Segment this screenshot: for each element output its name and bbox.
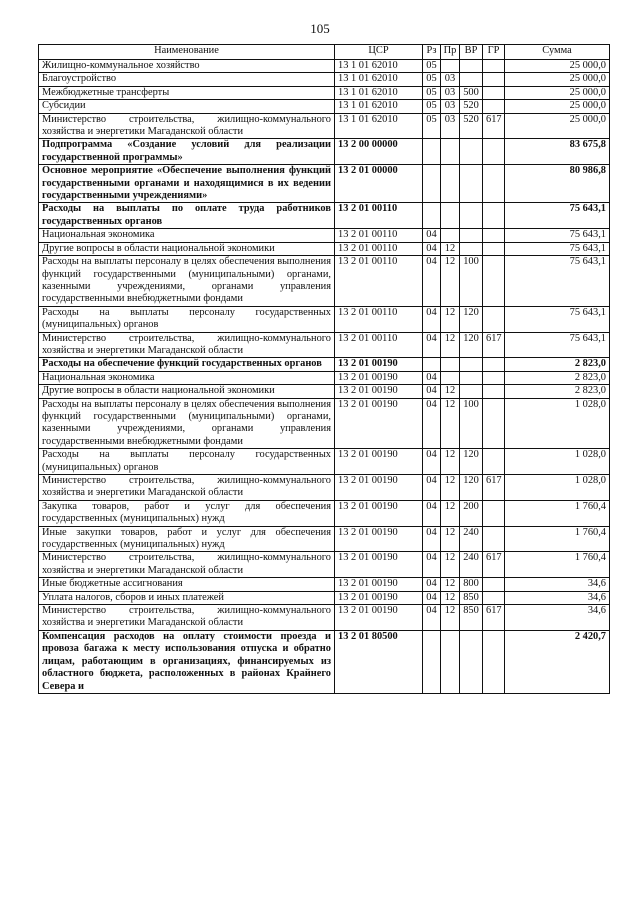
row-csr-cell: 13 2 01 00110 <box>335 229 423 242</box>
row-sum-cell: 75 643,1 <box>505 332 610 358</box>
row-name-cell: Национальная экономика <box>39 229 335 242</box>
row-name-cell: Иные закупки товаров, работ и услуг для обеспечения государственных (муниципальных) нужд <box>39 526 335 552</box>
row-sum-cell: 75 643,1 <box>505 306 610 332</box>
row-rz-cell: 05 <box>423 86 441 99</box>
header-rz: Рз <box>423 45 441 60</box>
table-row <box>39 526 610 552</box>
row-sum-cell: 1 028,0 <box>505 398 610 449</box>
table-row <box>39 371 610 384</box>
row-vr-cell <box>460 242 483 255</box>
row-sum-cell: 2 823,0 <box>505 385 610 398</box>
row-vr-cell <box>460 358 483 371</box>
row-rz-cell: 05 <box>423 73 441 86</box>
row-rz-cell: 04 <box>423 306 441 332</box>
row-sum-cell: 25 000,0 <box>505 73 610 86</box>
row-rz-cell: 04 <box>423 500 441 526</box>
table-row <box>39 165 610 203</box>
row-name-cell: Жилищно-коммунальное хозяйство <box>39 60 335 73</box>
table-row <box>39 229 610 242</box>
row-vr-cell: 520 <box>460 100 483 113</box>
row-gr-cell <box>483 165 505 203</box>
row-csr-cell: 13 2 00 00000 <box>335 139 423 165</box>
table-row <box>39 630 610 693</box>
table-row <box>39 591 610 604</box>
row-gr-cell <box>483 229 505 242</box>
table-row <box>39 500 610 526</box>
row-rz-cell <box>423 358 441 371</box>
row-sum-cell: 75 643,1 <box>505 256 610 307</box>
row-gr-cell <box>483 203 505 229</box>
row-pr-cell: 12 <box>441 578 460 591</box>
row-name-cell: Расходы на выплаты персоналу в целях обеспечения выполнения функций государственными (муниципальными) органами, казенными учреждениями, органами управления государственными внебюджетными фондами <box>39 398 335 449</box>
row-vr-cell: 850 <box>460 591 483 604</box>
row-rz-cell: 05 <box>423 100 441 113</box>
row-pr-cell <box>441 60 460 73</box>
row-rz-cell: 04 <box>423 229 441 242</box>
row-name-cell: Благоустройство <box>39 73 335 86</box>
row-sum-cell: 25 000,0 <box>505 86 610 99</box>
row-sum-cell: 25 000,0 <box>505 60 610 73</box>
row-vr-cell <box>460 60 483 73</box>
row-sum-cell: 2 823,0 <box>505 358 610 371</box>
row-name-cell: Компенсация расходов на оплату стоимости проезда и провоза багажа к месту использования отпуска и обратно лицам, работающим в организациях, финансируемых из областного бюджета, расположенных в районах Крайнего Севера и <box>39 630 335 693</box>
row-csr-cell: 13 2 01 00190 <box>335 371 423 384</box>
table-row <box>39 242 610 255</box>
row-vr-cell: 200 <box>460 500 483 526</box>
row-csr-cell: 13 2 01 00110 <box>335 256 423 307</box>
table-row <box>39 139 610 165</box>
row-gr-cell <box>483 371 505 384</box>
row-name-cell: Закупка товаров, работ и услуг для обеспечения государственных (муниципальных) нужд <box>39 500 335 526</box>
table-row <box>39 578 610 591</box>
table-row <box>39 449 610 475</box>
row-gr-cell <box>483 449 505 475</box>
row-pr-cell: 12 <box>441 256 460 307</box>
table-row <box>39 86 610 99</box>
table-row <box>39 552 610 578</box>
row-gr-cell <box>483 578 505 591</box>
row-sum-cell: 1 028,0 <box>505 475 610 501</box>
table-row <box>39 203 610 229</box>
row-vr-cell: 520 <box>460 113 483 139</box>
row-gr-cell <box>483 86 505 99</box>
row-rz-cell: 04 <box>423 385 441 398</box>
row-csr-cell: 13 1 01 62010 <box>335 60 423 73</box>
row-vr-cell <box>460 203 483 229</box>
row-sum-cell: 1 760,4 <box>505 500 610 526</box>
row-pr-cell: 12 <box>441 475 460 501</box>
table-header-row <box>39 45 610 60</box>
row-name-cell: Межбюджетные трансферты <box>39 86 335 99</box>
row-name-cell: Расходы на обеспечение функций государственных органов <box>39 358 335 371</box>
row-csr-cell: 13 2 01 00190 <box>335 605 423 631</box>
row-csr-cell: 13 2 01 00190 <box>335 591 423 604</box>
row-sum-cell: 2 823,0 <box>505 371 610 384</box>
row-name-cell: Расходы на выплаты персоналу государственных (муниципальных) органов <box>39 306 335 332</box>
row-pr-cell: 12 <box>441 306 460 332</box>
row-sum-cell: 75 643,1 <box>505 229 610 242</box>
row-vr-cell <box>460 165 483 203</box>
row-pr-cell <box>441 139 460 165</box>
header-gr: ГР <box>483 45 505 60</box>
row-gr-cell: 617 <box>483 332 505 358</box>
header-vr: ВР <box>460 45 483 60</box>
row-csr-cell: 13 2 01 80500 <box>335 630 423 693</box>
row-pr-cell: 03 <box>441 113 460 139</box>
row-csr-cell: 13 1 01 62010 <box>335 100 423 113</box>
row-pr-cell <box>441 165 460 203</box>
row-vr-cell: 240 <box>460 552 483 578</box>
row-gr-cell <box>483 358 505 371</box>
row-gr-cell <box>483 385 505 398</box>
row-csr-cell: 13 2 01 00190 <box>335 552 423 578</box>
row-name-cell: Иные бюджетные ассигнования <box>39 578 335 591</box>
row-gr-cell <box>483 630 505 693</box>
row-rz-cell: 04 <box>423 552 441 578</box>
row-vr-cell <box>460 371 483 384</box>
row-rz-cell: 04 <box>423 475 441 501</box>
row-pr-cell: 12 <box>441 591 460 604</box>
row-name-cell: Субсидии <box>39 100 335 113</box>
row-gr-cell <box>483 100 505 113</box>
row-sum-cell: 2 420,7 <box>505 630 610 693</box>
row-pr-cell: 03 <box>441 100 460 113</box>
row-csr-cell: 13 2 01 00110 <box>335 332 423 358</box>
row-name-cell: Другие вопросы в области национальной экономики <box>39 385 335 398</box>
row-rz-cell: 04 <box>423 605 441 631</box>
table-row <box>39 100 610 113</box>
row-name-cell: Расходы на выплаты персоналу государственных (муниципальных) органов <box>39 449 335 475</box>
row-pr-cell: 12 <box>441 526 460 552</box>
row-csr-cell: 13 2 01 00190 <box>335 500 423 526</box>
row-pr-cell: 12 <box>441 449 460 475</box>
row-name-cell: Подпрограмма «Создание условий для реализации государственной программы» <box>39 139 335 165</box>
row-gr-cell <box>483 591 505 604</box>
row-gr-cell <box>483 306 505 332</box>
row-rz-cell: 05 <box>423 113 441 139</box>
row-csr-cell: 13 2 01 00110 <box>335 203 423 229</box>
row-pr-cell <box>441 229 460 242</box>
row-csr-cell: 13 2 01 00190 <box>335 398 423 449</box>
row-vr-cell <box>460 385 483 398</box>
row-gr-cell: 617 <box>483 605 505 631</box>
row-name-cell: Министерство строительства, жилищно-коммунального хозяйства и энергетики Магаданской области <box>39 332 335 358</box>
row-csr-cell: 13 1 01 62010 <box>335 86 423 99</box>
row-vr-cell: 120 <box>460 306 483 332</box>
row-name-cell: Министерство строительства, жилищно-коммунального хозяйства и энергетики Магаданской области <box>39 605 335 631</box>
row-pr-cell: 12 <box>441 385 460 398</box>
row-rz-cell: 04 <box>423 578 441 591</box>
row-sum-cell: 34,6 <box>505 591 610 604</box>
row-csr-cell: 13 2 01 00190 <box>335 526 423 552</box>
header-csr: ЦСР <box>335 45 423 60</box>
row-rz-cell: 04 <box>423 449 441 475</box>
row-rz-cell <box>423 630 441 693</box>
row-rz-cell: 05 <box>423 60 441 73</box>
row-csr-cell: 13 2 01 00190 <box>335 358 423 371</box>
row-rz-cell: 04 <box>423 526 441 552</box>
row-pr-cell: 12 <box>441 332 460 358</box>
table-row <box>39 358 610 371</box>
table-row <box>39 60 610 73</box>
row-gr-cell: 617 <box>483 552 505 578</box>
row-pr-cell: 03 <box>441 73 460 86</box>
row-gr-cell <box>483 526 505 552</box>
row-pr-cell <box>441 203 460 229</box>
row-sum-cell: 1 760,4 <box>505 552 610 578</box>
row-name-cell: Уплата налогов, сборов и иных платежей <box>39 591 335 604</box>
row-name-cell: Расходы на выплаты по оплате труда работников государственных органов <box>39 203 335 229</box>
row-vr-cell: 850 <box>460 605 483 631</box>
row-gr-cell <box>483 242 505 255</box>
row-gr-cell <box>483 256 505 307</box>
row-rz-cell <box>423 139 441 165</box>
row-sum-cell: 34,6 <box>505 578 610 591</box>
row-sum-cell: 34,6 <box>505 605 610 631</box>
table-row <box>39 385 610 398</box>
row-name-cell: Другие вопросы в области национальной экономики <box>39 242 335 255</box>
table-row <box>39 605 610 631</box>
row-gr-cell: 617 <box>483 475 505 501</box>
row-pr-cell: 12 <box>441 605 460 631</box>
header-name: Наименование <box>39 45 335 60</box>
row-sum-cell: 25 000,0 <box>505 100 610 113</box>
table-row <box>39 256 610 307</box>
row-csr-cell: 13 1 01 62010 <box>335 73 423 86</box>
row-pr-cell: 12 <box>441 500 460 526</box>
row-name-cell: Национальная экономика <box>39 371 335 384</box>
budget-table <box>38 44 610 694</box>
row-vr-cell: 800 <box>460 578 483 591</box>
row-sum-cell: 83 675,8 <box>505 139 610 165</box>
row-vr-cell: 100 <box>460 256 483 307</box>
row-vr-cell <box>460 229 483 242</box>
row-pr-cell <box>441 630 460 693</box>
row-vr-cell: 120 <box>460 332 483 358</box>
header-sum: Сумма <box>505 45 610 60</box>
table-row <box>39 113 610 139</box>
row-vr-cell <box>460 139 483 165</box>
row-vr-cell: 500 <box>460 86 483 99</box>
row-csr-cell: 13 2 01 00190 <box>335 449 423 475</box>
row-pr-cell <box>441 371 460 384</box>
row-rz-cell: 04 <box>423 371 441 384</box>
row-gr-cell <box>483 73 505 86</box>
row-vr-cell: 240 <box>460 526 483 552</box>
row-pr-cell: 03 <box>441 86 460 99</box>
row-csr-cell: 13 2 01 00190 <box>335 578 423 591</box>
row-sum-cell: 75 643,1 <box>505 203 610 229</box>
row-vr-cell <box>460 630 483 693</box>
row-sum-cell: 1 760,4 <box>505 526 610 552</box>
row-name-cell: Министерство строительства, жилищно-коммунального хозяйства и энергетики Магаданской области <box>39 552 335 578</box>
row-gr-cell <box>483 398 505 449</box>
row-rz-cell: 04 <box>423 332 441 358</box>
row-csr-cell: 13 2 01 00190 <box>335 475 423 501</box>
row-sum-cell: 1 028,0 <box>505 449 610 475</box>
table-row <box>39 73 610 86</box>
row-vr-cell: 100 <box>460 398 483 449</box>
row-pr-cell: 12 <box>441 242 460 255</box>
header-pr: Пр <box>441 45 460 60</box>
row-sum-cell: 80 986,8 <box>505 165 610 203</box>
row-vr-cell: 120 <box>460 475 483 501</box>
row-name-cell: Основное мероприятие «Обеспечение выполнения функций государственными органами и находящимися в их ведении государственными учреждениями» <box>39 165 335 203</box>
table-row <box>39 475 610 501</box>
page-number: 105 <box>310 21 330 36</box>
row-rz-cell <box>423 165 441 203</box>
row-csr-cell: 13 2 01 00110 <box>335 242 423 255</box>
table-row <box>39 332 610 358</box>
row-rz-cell <box>423 203 441 229</box>
row-csr-cell: 13 2 01 00000 <box>335 165 423 203</box>
row-pr-cell: 12 <box>441 552 460 578</box>
row-gr-cell <box>483 500 505 526</box>
row-csr-cell: 13 2 01 00190 <box>335 385 423 398</box>
row-rz-cell: 04 <box>423 591 441 604</box>
row-vr-cell <box>460 73 483 86</box>
row-gr-cell <box>483 139 505 165</box>
table-row <box>39 398 610 449</box>
row-sum-cell: 25 000,0 <box>505 113 610 139</box>
row-rz-cell: 04 <box>423 256 441 307</box>
row-rz-cell: 04 <box>423 242 441 255</box>
row-gr-cell: 617 <box>483 113 505 139</box>
row-name-cell: Расходы на выплаты персоналу в целях обеспечения выполнения функций государственными (муниципальными) органами, казенными учреждениями, органами управления государственными внебюджетными фондами <box>39 256 335 307</box>
table-row <box>39 306 610 332</box>
row-name-cell: Министерство строительства, жилищно-коммунального хозяйства и энергетики Магаданской области <box>39 113 335 139</box>
row-sum-cell: 75 643,1 <box>505 242 610 255</box>
row-vr-cell: 120 <box>460 449 483 475</box>
row-csr-cell: 13 1 01 62010 <box>335 113 423 139</box>
row-name-cell: Министерство строительства, жилищно-коммунального хозяйства и энергетики Магаданской области <box>39 475 335 501</box>
row-csr-cell: 13 2 01 00110 <box>335 306 423 332</box>
row-gr-cell <box>483 60 505 73</box>
row-pr-cell <box>441 358 460 371</box>
row-rz-cell: 04 <box>423 398 441 449</box>
row-pr-cell: 12 <box>441 398 460 449</box>
